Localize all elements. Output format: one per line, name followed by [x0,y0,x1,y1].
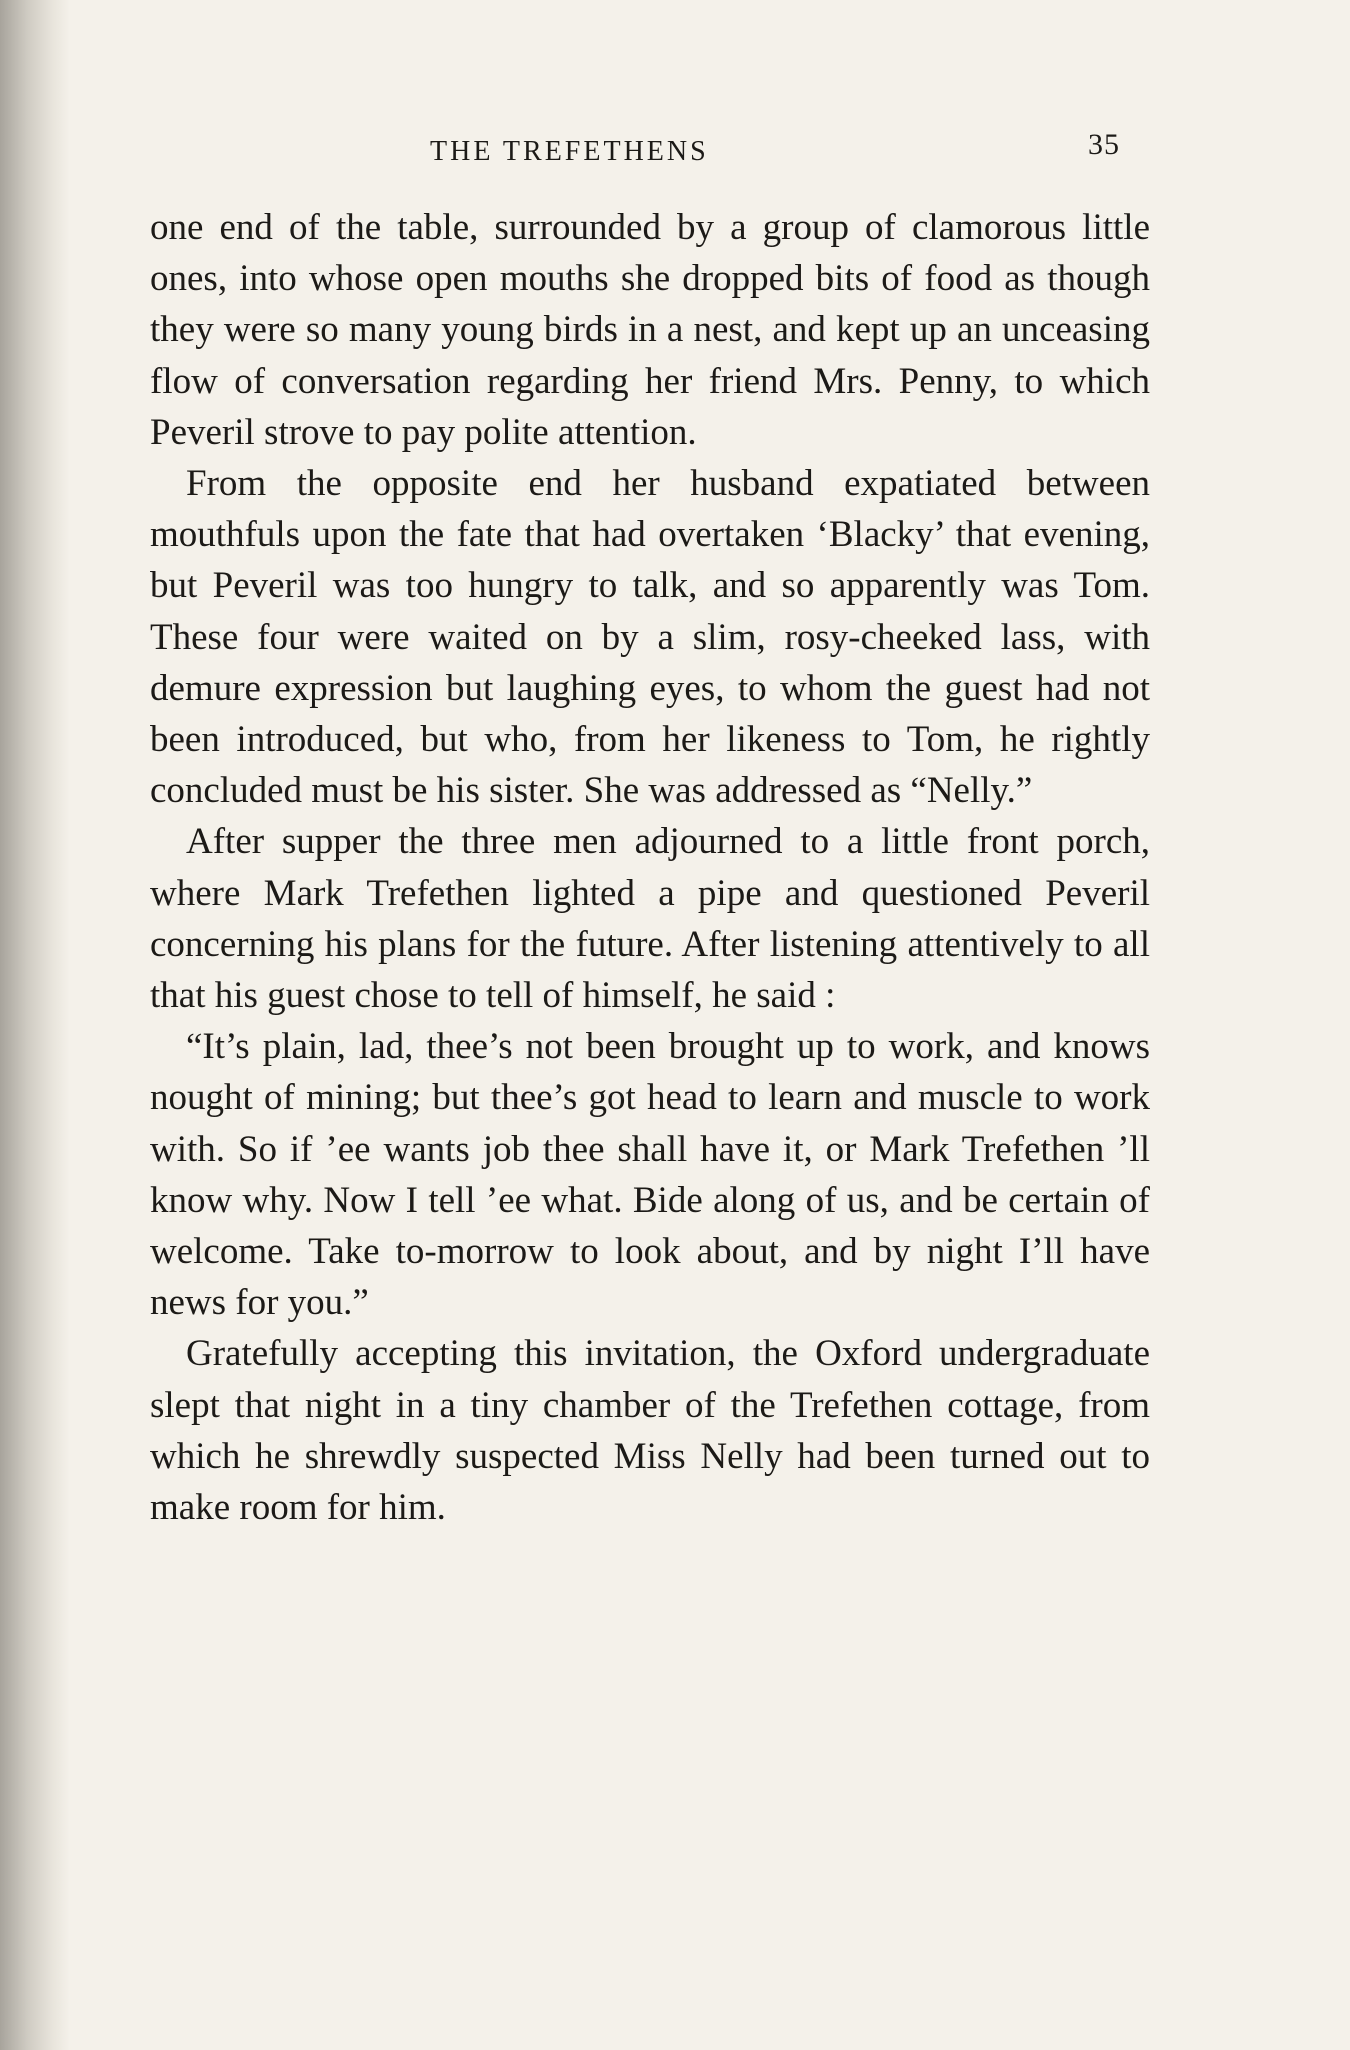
running-head: THE TREFETHENS [430,136,709,167]
paragraph-continued: one end of the table, surrounded by a group of clamorous little ones, into whose open mouths she dropped bits of food as though they were so many young birds in a nest, and kept up an unceasing flow of conversation regarding her friend Mrs. Penny, to which Peveril strove to pay polite attention. [150,207,1150,453]
paragraph-closing: Gratefully accepting this invitation, the Oxford undergraduate slept that night in a tiny chamber of the Trefethen cottage, from which he shrewdly suspected Miss Nelly had been turned out to make room for him. [150,1333,1150,1529]
body-text [150,202,1150,1533]
paragraph-dialogue: “It’s plain, lad, thee’s not been brought up to work, and knows nought of mining; but thee’s got head to learn and muscle to work with. So if ’ee wants job thee shall have it, or Mark Trefethen ’ll know why. Now I tell ’ee what. Bide along of us, and be certain of welcome. Take to-morrow to look about, and by night I’ll have news for you.” [150,1026,1150,1324]
page-number: 35 [1088,128,1120,161]
page-header [150,128,1150,178]
page-gutter-shadow [0,0,70,2050]
book-page [150,128,1150,1533]
paragraph-porch: After supper the three men adjourned to a little front porch, where Mark Trefethen lighted a pipe and questioned Peveril concerning his plans for the future. After listening attentively to all that his guest chose to tell of himself, he said : [150,821,1150,1017]
paragraph-supper: From the opposite end her husband expatiated between mouthfuls upon the fate that had overtaken ‘Blacky’ that evening, but Peveril was too hungry to talk, and so apparently was Tom. These four were waited on by a slim, rosy-cheeked lass, with demure expression but laughing eyes, to whom the guest had not been introduced, but who, from her likeness to Tom, he rightly concluded must be his sister. She was addressed as “Nelly.” [150,463,1150,812]
